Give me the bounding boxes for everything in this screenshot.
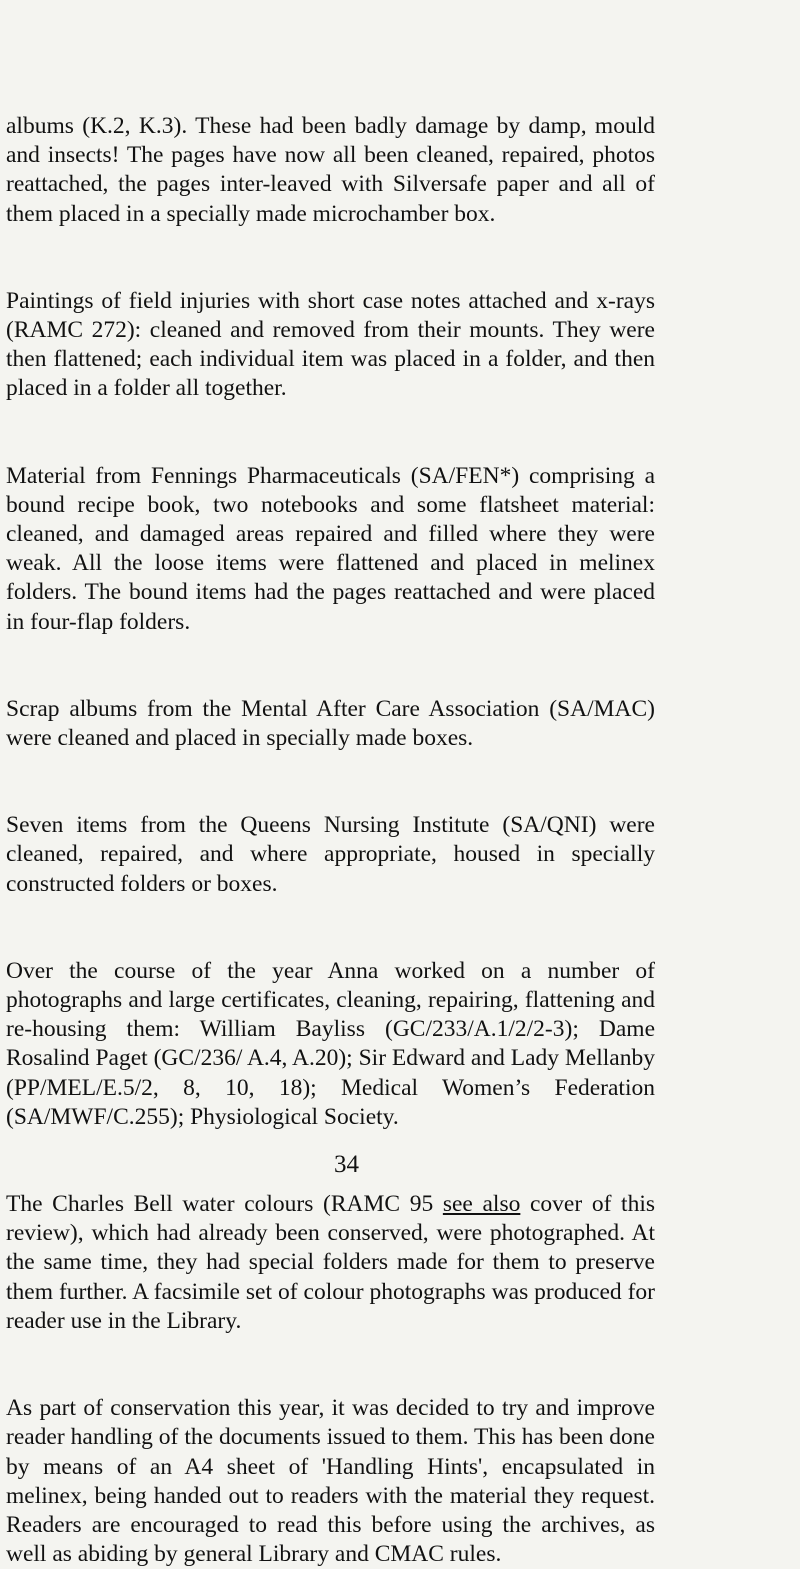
charles-bell-text-after: cover of this review), which had already been conserved, were photographed. At the same time, they had special folders made for them to preserve them further. A facsimile set of colour photographs was produced for reader use in the Library.: [6, 1191, 655, 1334]
paragraph-charles-bell: [6, 1190, 655, 1336]
see-also-underlined: see also: [442, 1191, 521, 1218]
paragraph-scrap-albums: Scrap albums from the Mental After Care Association (SA/MAC) were cleaned and placed in specially made boxes.: [6, 695, 655, 752]
page-number: 34: [334, 1151, 359, 1178]
paragraph-paintings: Paintings of field injuries with short case notes attached and x-rays (RAMC 272): cleaned and removed from their mounts. They were then flattened; each individual item was placed in a folder, and then placed in a folder all together.: [6, 287, 655, 402]
charles-bell-text-before: The Charles Bell water colours (RAMC 95: [6, 1191, 443, 1218]
page-body: [6, 112, 655, 1569]
paragraph-queens-nursing: Seven items from the Queens Nursing Institute (SA/QNI) were cleaned, repaired, and where appropriate, housed in specially constructed folders or boxes.: [6, 812, 655, 897]
paragraph-handling-hints: As part of conservation this year, it was decided to try and improve reader handling of the documents issued to them. This has been done by means of an A4 sheet of 'Handling Hints', encapsulated in melinex, being handed out to readers with the material they request. Readers are encouraged to read this before using the archives, as well as abiding by general Library and CMAC rules.: [6, 1395, 655, 1568]
paragraph-fennings: Material from Fennings Pharmaceuticals (SA/FEN*) comprising a bound recipe book, two notebooks and some flatsheet material: cleaned, and damaged areas repaired and filled where they were weak. All the loose items were flattened and placed in melinex folders. The bound items had the pages reattached and were placed in four-flap folders.: [6, 462, 655, 635]
paragraph-photographs: Over the course of the year Anna worked on a number of photographs and large certificates, cleaning, repairing, flattening and re-housing them: William Bayliss (GC/233/A.1/2/2-3); Dame Rosalind Paget (GC/236/ A.4, A.20); Sir Edward and Lady Mellanby (PP/MEL/E.5/2, 8, 10, 18); Medical Women’s Federation (SA/MWF/C.255); Physiological Society.: [6, 957, 655, 1130]
paragraph-albums: albums (K.2, K.3). These had been badly damage by damp, mould and insects! The pages have now all been cleaned, repaired, photos reattached, the pages inter-leaved with Silversafe paper and all of them placed in a specially made microchamber box.: [6, 113, 655, 227]
